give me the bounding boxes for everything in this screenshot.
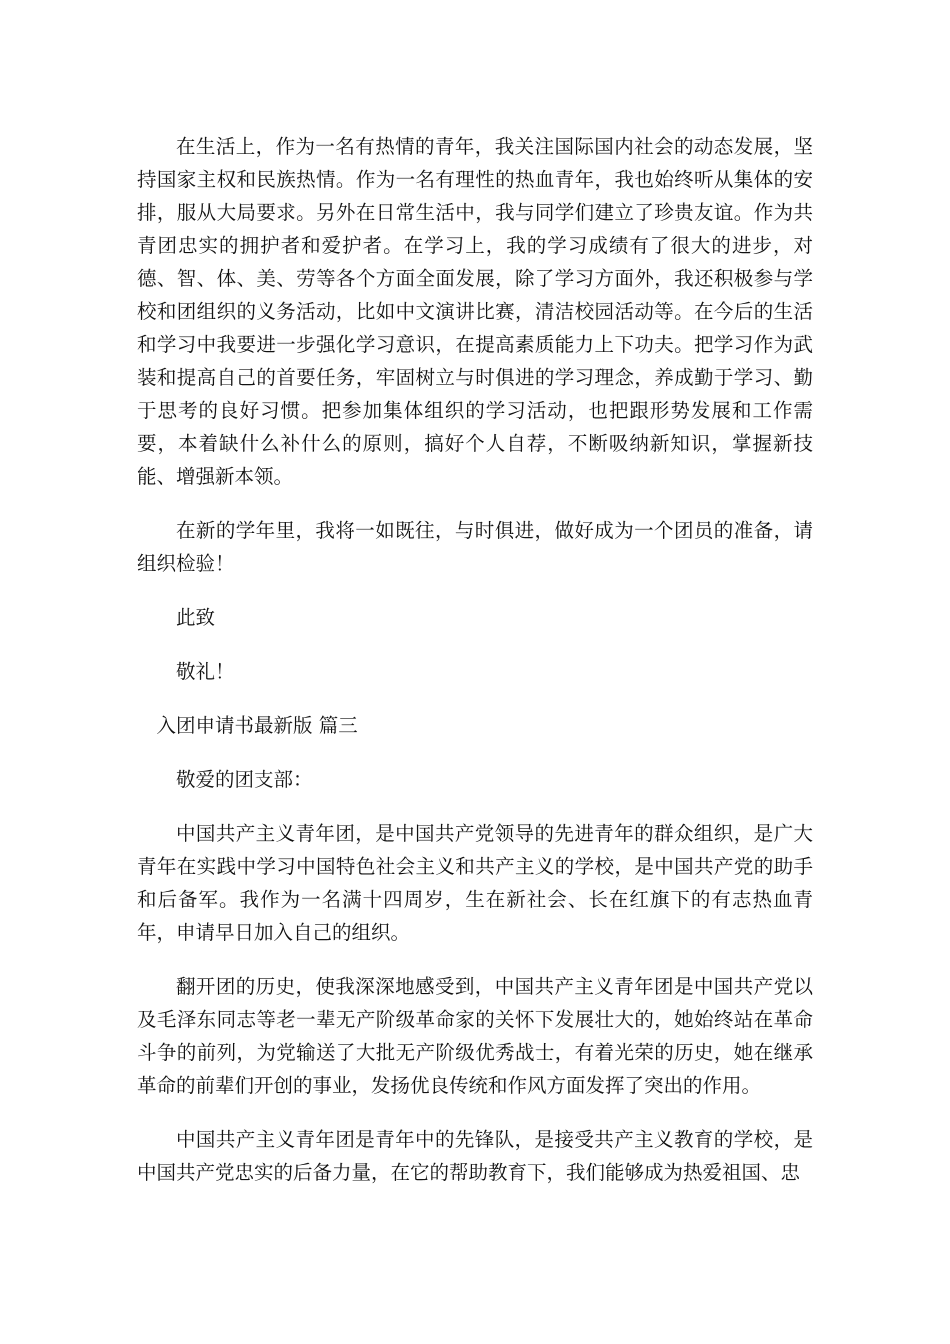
section-title: 入团申请书最新版 篇三 (156, 714, 358, 737)
document-body (137, 130, 813, 1210)
paragraph-league-vanguard: 中国共产主义青年团是青年中的先锋队，是接受共产主义教育的学校，是中国共产党忠实的后备力量，在它的帮助教育下，我们能够成为热爱祖国、忠 (137, 1128, 813, 1184)
paragraph-league-history: 翻开团的历史，使我深深地感受到，中国共产主义青年团是中国共产党以及毛泽东同志等老一辈无产阶级革命家的关怀下发展壮大的，她始终站在革命斗争的前列，为党输送了大批无产阶级优秀战士，有着光荣的历史，她在继承革命的前辈们开创的事业，发扬优良传统和作风方面发挥了突出的作用。 (137, 975, 813, 1097)
paragraph-league-intro: 中国共产主义青年团，是中国共产党领导的先进青年的群众组织，是广大青年在实践中学习中国特色社会主义和共产主义的学校，是中国共产党的助手和后备军。我作为一名满十四周岁，生在新社会、长在红旗下的有志热血青年，申请早日加入自己的组织。 (137, 822, 813, 944)
paragraph-new-school-year: 在新的学年里，我将一如既往，与时俱进，做好成为一个团员的准备，请组织检验！ (137, 519, 813, 575)
paragraph-life-and-study: 在生活上，作为一名有热情的青年，我关注国际国内社会的动态发展，坚持国家主权和民族热情。作为一名有理性的热血青年，我也始终听从集体的安排，服从大局要求。另外在日常生活中，我与同学们建立了珍贵友谊。作为共青团忠实的拥护者和爱护者。在学习上，我的学习成绩有了很大的进步，对德、智、体、美、劳等各个方面全面发展，除了学习方面外，我还积极参与学校和团组织的义务活动，比如中文演讲比赛，清洁校园活动等。在今后的生活和学习中我要进一步强化学习意识，在提高素质能力上下功夫。把学习作为武装和提高自己的首要任务，牢固树立与时俱进的学习理念，养成勤于学习、勤于思考的良好习惯。把参加集体组织的学习活动，也把跟形势发展和工作需要，本着缺什么补什么的原则，搞好个人自荐，不断吸纳新知识，掌握新技能、增强新本领。 (137, 135, 813, 488)
closing-cizhi: 此致 (176, 606, 216, 629)
closing-jingli: 敬礼！ (176, 660, 235, 683)
salutation: 敬爱的团支部： (176, 768, 313, 791)
